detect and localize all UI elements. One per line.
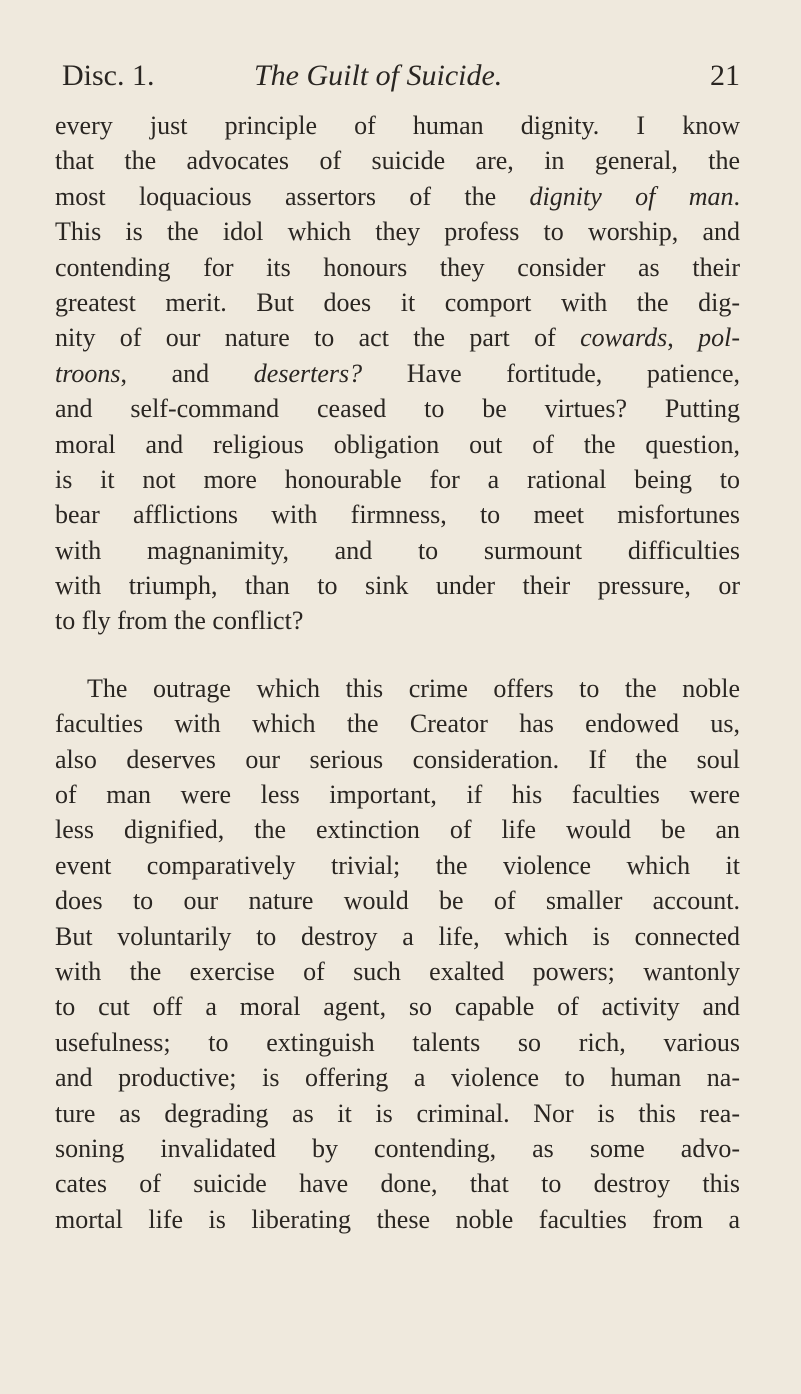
text-line: bear afflictions with firmness, to meet misfortunes — [55, 500, 740, 530]
text-line: with magnanimity, and to surmount difficulties — [55, 535, 740, 565]
text-line: and productive; is offering a violence to human na- — [55, 1063, 740, 1093]
text-line: But voluntarily to destroy a life, which is connected — [55, 921, 740, 951]
text-line: to cut off a moral agent, so capable of activity and — [55, 992, 740, 1022]
text-line: event comparatively trivial; the violence which it — [55, 850, 740, 880]
text-line: usefulness; to extinguish talents so rich, various — [55, 1027, 740, 1057]
text-line: every just principle of human dignity. I know — [55, 111, 740, 140]
text-line: greatest merit. But does it comport with the dig- — [55, 287, 740, 317]
text-line: also deserves our serious consideration. If the soul — [55, 744, 740, 774]
text-line: troons, and deserters? Have fortitude, patience, — [55, 358, 740, 388]
running-header — [62, 56, 740, 96]
text-line: soning invalidated by contending, as some advo- — [55, 1133, 740, 1163]
text-line: moral and religious obligation out of the question, — [55, 429, 740, 459]
text-line: and self-command ceased to be virtues? Putting — [55, 394, 740, 424]
text-line: ture as degrading as it is criminal. Nor is this rea- — [55, 1098, 740, 1128]
text-line: faculties with which the Creator has endowed us, — [55, 709, 740, 739]
text-line: to fly from the conflict? — [55, 606, 304, 636]
header-section: Disc. 1. — [62, 59, 155, 92]
header-title: The Guilt of Suicide. — [254, 59, 503, 92]
paragraph-2 — [55, 671, 740, 1237]
text-line: is it not more honourable for a rational being to — [55, 464, 740, 494]
text-line: cates of suicide have done, that to destroy this — [55, 1169, 740, 1199]
text-line: The outrage which this crime offers to the noble — [87, 673, 740, 703]
text-line: of man were less important, if his faculties were — [55, 780, 740, 810]
text-line: less dignified, the extinction of life would be an — [55, 815, 740, 845]
text-line: nity of our nature to act the part of cowards, pol- — [55, 323, 740, 353]
text-line: that the advocates of suicide are, in general, the — [55, 146, 740, 176]
text-line: mortal life is liberating these noble faculties from a — [55, 1204, 740, 1234]
page-number: 21 — [710, 59, 740, 92]
text-line: does to our nature would be of smaller account. — [55, 886, 740, 916]
paragraph-gap — [55, 639, 740, 671]
paragraph-1 — [55, 108, 740, 639]
text-line: with triumph, than to sink under their pressure, or — [55, 571, 740, 601]
text-line: most loquacious assertors of the dignity of man. — [55, 181, 741, 211]
body-text — [55, 108, 740, 1237]
text-line: contending for its honours they consider as their — [55, 252, 740, 282]
text-line: This is the idol which they profess to worship, and — [55, 217, 740, 247]
text-line: with the exercise of such exalted powers; wantonly — [55, 956, 740, 986]
